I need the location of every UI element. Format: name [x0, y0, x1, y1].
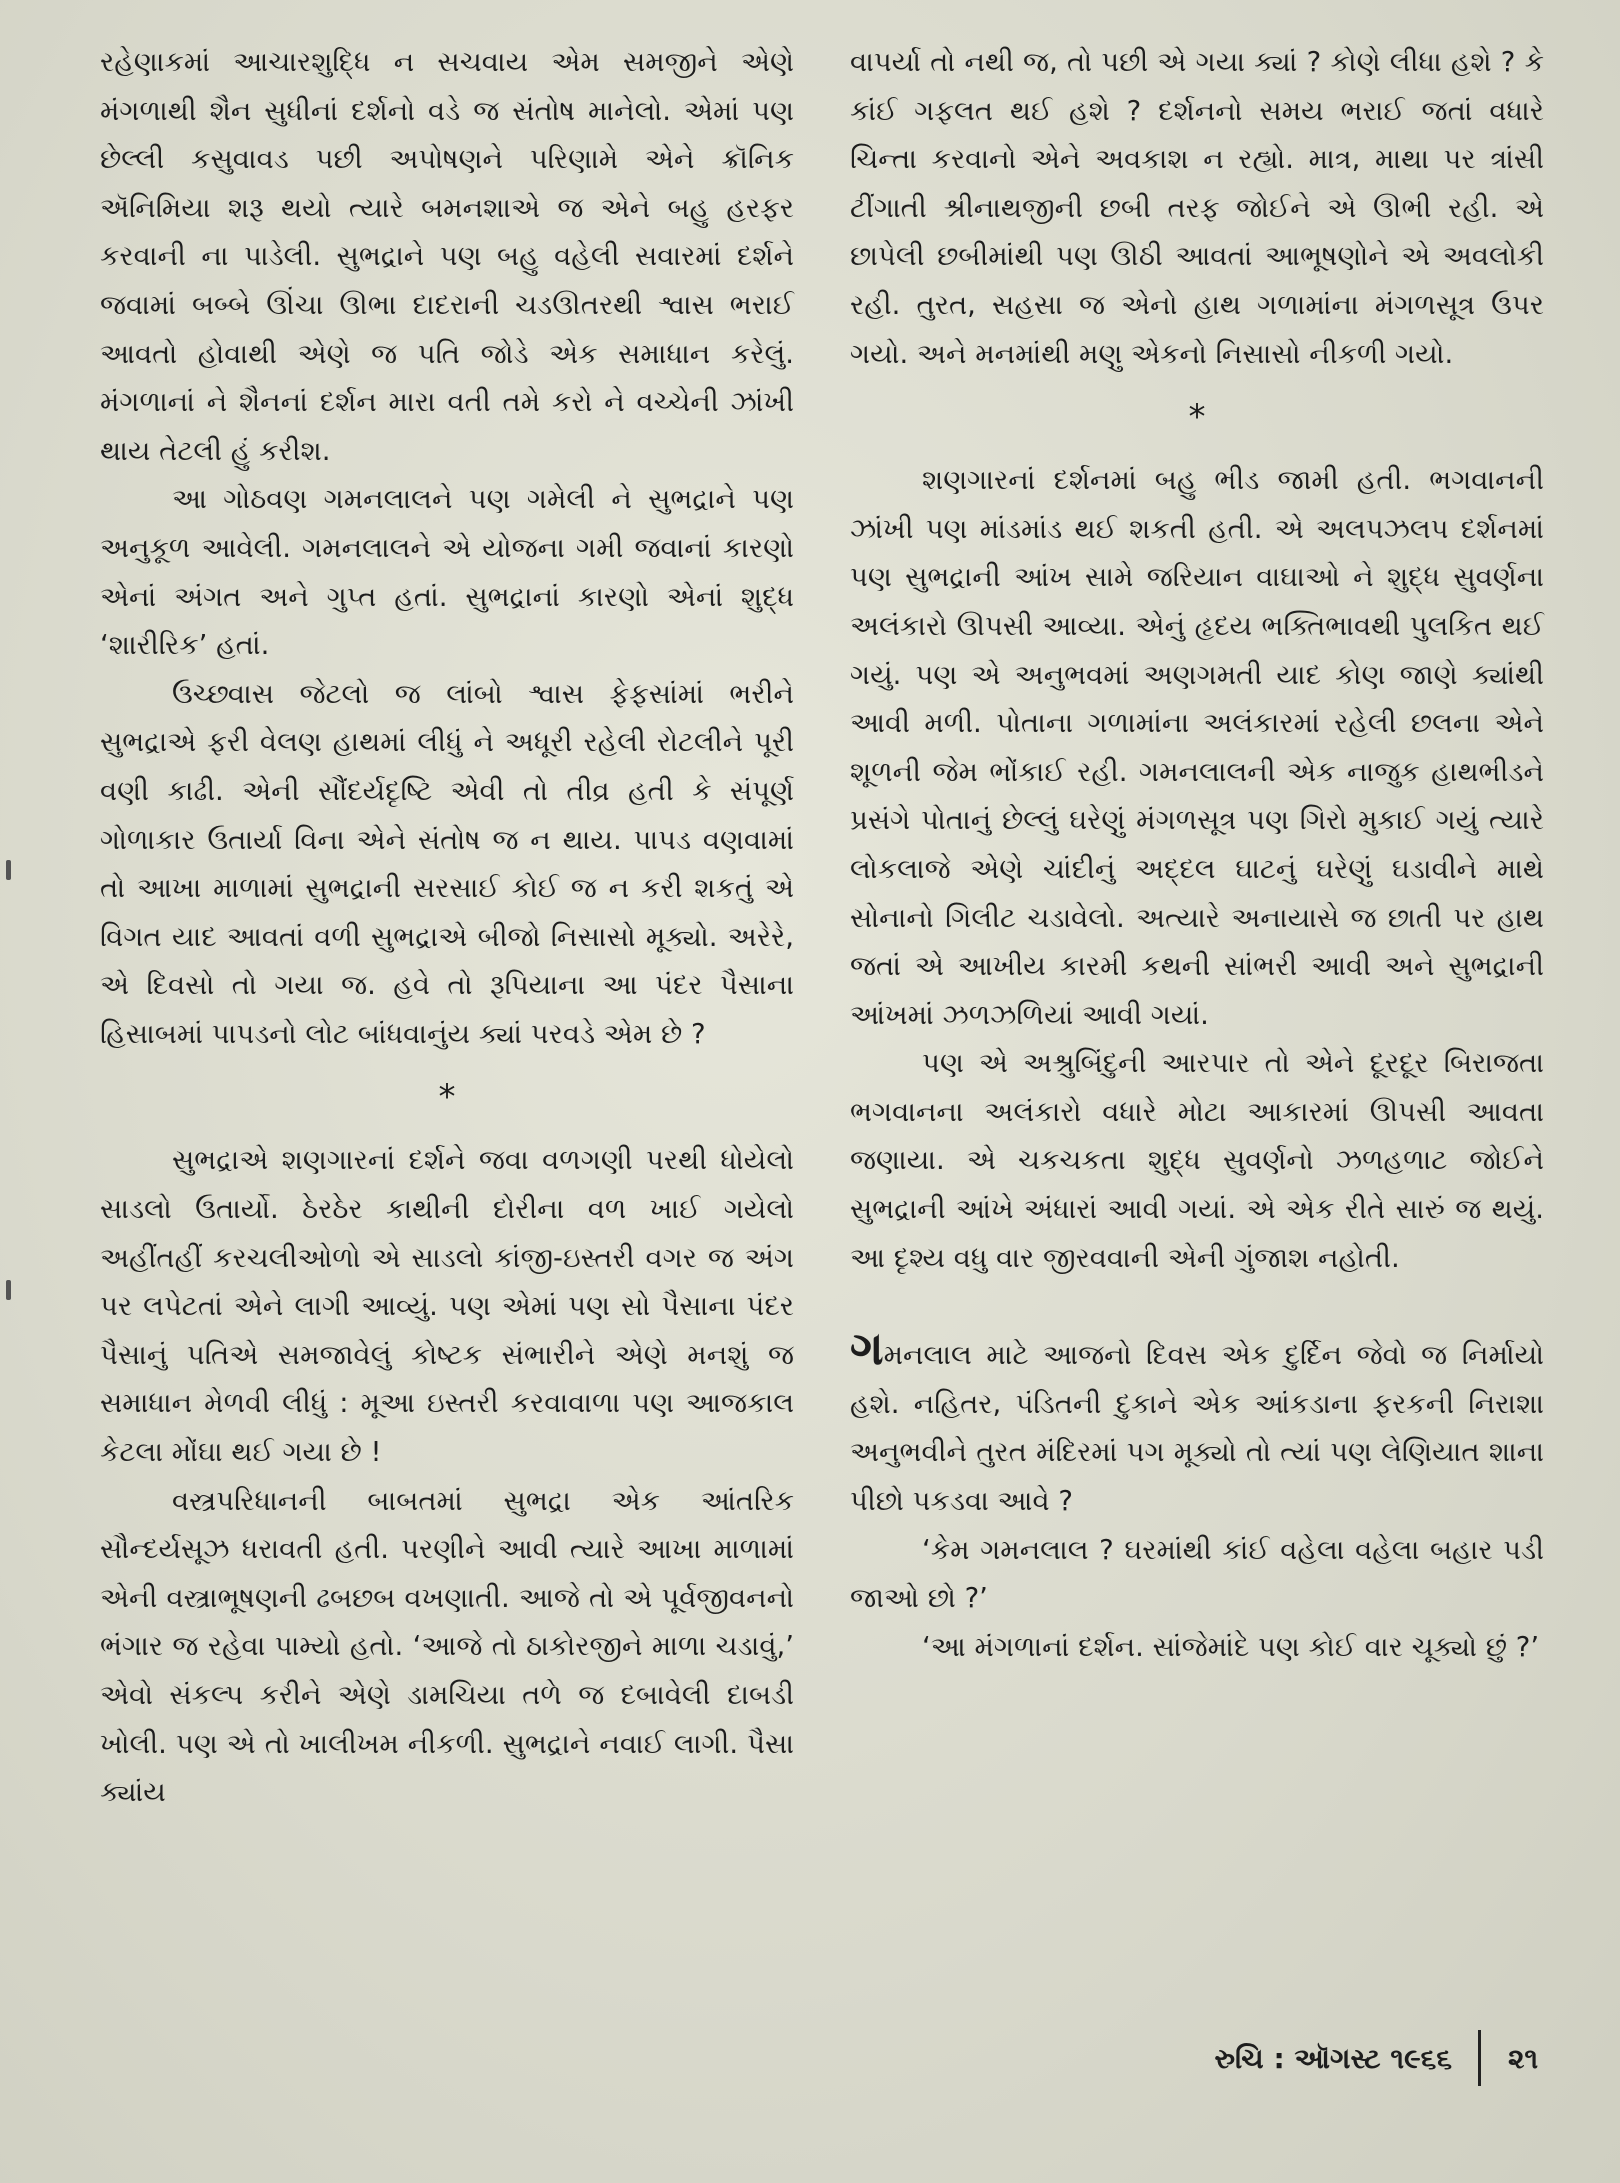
paragraph: રહેણાકમાં આચારશુદ્ધિ ન સચવાય એમ સમજીને એણે મંગળાથી શૈન સુધીનાં દર્શનો વડે જ સંતોષ માનેલો. એમાં પણ છેલ્લી કસુવાવડ પછી અપોષણને પરિણામે એને ક્રૉનિક ઍનિમિયા શરૂ થયો ત્યારે બમનશાએ જ એને બહુ હરફર કરવાની ના પાડેલી. સુભદ્રાને પણ બહુ વહેલી સવારમાં દર્શને જવામાં બબ્બે ઊંચા ઊભા દાદરાની ચડઊતરથી શ્વાસ ભરાઈ આવતો હોવાથી એણે જ પતિ જોડે એક સમાધાન કરેલું. મંગળાનાં ને શૈનનાં દર્શન મારા વતી તમે કરો ને વચ્ચેની ઝાંખી થાય તેટલી હું કરીશ. [100, 46, 794, 467]
paragraph: ઉચ્છ્વાસ જેટલો જ લાંબો શ્વાસ ફેફસાંમાં ભરીને સુભદ્રાએ ફરી વેલણ હાથમાં લીધું ને અધૂરી રહેલી રોટલીને પૂરી વણી કાઢી. એની સૌંદર્યદૃષ્ટિ એવી તો તીવ્ર હતી કે સંપૂર્ણ ગોળાકાર ઉતાર્યા વિના એને સંતોષ જ ન થાય. પાપડ વણવામાં તો આખા માળામાં સુભદ્રાની સરસાઈ કોઈ જ ન કરી શકતું એ વિગત યાદ આવતાં વળી સુભદ્રાએ બીજો નિસાસો મૂક્યો. અરેરે, એ દિવસો તો ગયા જ. હવે તો રૂપિયાના આ પંદર પૈસાના હિસાબમાં પાપડનો લોટ બાંધવાનુંય ક્યાં પરવડે એમ છે ? [100, 677, 794, 1050]
paragraph-text: મનલાલ માટે આજનો દિવસ એક દુર્દિન જેવો જ નિર્માયો હશે. નહિતર, પંડિતની દુકાને એક આંકડાના ફરકની નિરાશા અનુભવીને તુરત મંદિરમાં પગ મૂક્યો તો ત્યાં પણ લેણિયાત શાના પીછો પકડવા આવે ? [850, 1339, 1544, 1518]
paragraph: આ ગોઠવણ ગમનલાલને પણ ગમેલી ને સુભદ્રાને પણ અનુકૂળ આવેલી. ગમનલાલને એ યોજના ગમી જવાનાં કારણો એનાં અંગત અને ગુપ્ત હતાં. સુભદ્રાનાં કારણો એનાં શુદ્ધ ‘શારીરિક’ હતાં. [100, 483, 794, 662]
paragraph [850, 1321, 1544, 1525]
page-number: ૨૧ [1508, 2042, 1539, 2075]
paragraph: સુભદ્રાએ શણગારનાં દર્શને જવા વળગણી પરથી ધોયેલો સાડલો ઉતાર્યો. ઠેરઠેર કાથીની દોરીના વળ ખાઈ ગયેલો અહીંતહીં કરચલીઓળો એ સાડલો કાંજી-ઇસ્તરી વગર જ અંગ પર લપેટતાં એને લાગી આવ્યું. પણ એમાં પણ સો પૈસાના પંદર પૈસાનું પતિએ સમજાવેલું કોષ્ટક સંભારીને એણે મનશું જ સમાધાન મેળવી લીધું : મૂઆ ઇસ્તરી કરવાવાળા પણ આજકાલ કેટલા મોંઘા થઈ ગયા છે ! [100, 1144, 794, 1469]
section-separator: * [438, 1077, 456, 1118]
binding-mark [6, 1280, 11, 1300]
section-separator: * [1188, 397, 1206, 438]
binding-mark [6, 860, 11, 880]
drop-cap: ગ [850, 1321, 884, 1376]
magazine-issue: રુચિ : ઑગસ્ટ ૧૯૬૬ [1214, 2042, 1452, 2075]
paragraph: પણ એ અશ્રુબિંદુની આરપાર તો એને દૂરદૂર બિરાજતા ભગવાનના અલંકારો વધારે મોટા આકારમાં ઊપસી આવતા જણાયા. એ ચકચકતા શુદ્ધ સુવર્ણનો ઝળહળાટ જોઈને સુભદ્રાની આંખે અંધારાં આવી ગયાં. એ એક રીતે સારું જ થયું. આ દૃશ્ય વધુ વાર જીરવવાની એની ગુંજાશ નહોતી. [850, 1047, 1544, 1274]
paragraph: વસ્ત્રપરિધાનની બાબતમાં સુભદ્રા એક આંતરિક સૌન્દર્યસૂઝ ધરાવતી હતી. પરણીને આવી ત્યારે આખા માળામાં એની વસ્ત્રાભૂષણની ઢબછબ વખણાતી. આજે તો એ પૂર્વજીવનનો ભંગાર જ રહેવા પામ્યો હતો. ‘આજે તો ઠાકોરજીને માળા ચડાવું,’ એવો સંકલ્પ કરીને એણે ડામચિયા તળે જ દબાવેલી દાબડી ખોલી. પણ એ તો ખાલીખમ નીકળી. સુભદ્રાને નવાઈ લાગી. પૈસા ક્યાંય [100, 1484, 794, 1809]
dialogue-line: ‘કેમ ગમનલાલ ? ઘરમાંથી કાંઈ વહેલા વહેલા બહાર પડી જાઓ છો ?’ [850, 1533, 1544, 1615]
right-column [850, 38, 1544, 1671]
dialogue-line: ‘આ મંગળાનાં દર્શન. સાંજેમાંદે પણ કોઈ વાર ચૂક્યો છું ?’ [922, 1630, 1540, 1663]
page-footer [1100, 2030, 1580, 2090]
section-gap [850, 1282, 1544, 1328]
left-column [100, 38, 794, 1817]
paragraph: શણગારનાં દર્શનમાં બહુ ભીડ જામી હતી. ભગવાનની ઝાંખી પણ માંડમાંડ થઈ શકતી હતી. એ અલપઝલપ દર્શનમાં પણ સુભદ્રાની આંખ સામે જરિયાન વાઘાઓ ને શુદ્ધ સુવર્ણના અલંકારો ઊપસી આવ્યા. એનું હૃદય ભક્તિભાવથી પુલકિત થઈ ગયું. પણ એ અનુભવમાં અણગમતી યાદ કોણ જાણે ક્યાંથી આવી મળી. પોતાના ગળામાંના અલંકારમાં રહેલી છલના એને શૂળની જેમ ભોંકાઈ રહી. ગમનલાલની એક નાજુક હાથભીડને પ્રસંગે પોતાનું છેલ્લું ઘરેણું મંગળસૂત્ર પણ ગિરો મુકાઈ ગયું ત્યારે લોકલાજે એણે ચાંદીનું અદ્દલ ઘાટનું ઘરેણું ઘડાવીને માથે સોનાનો ગિલીટ ચડાવેલો. અત્યારે અનાયાસે જ છાતી પર હાથ જતાં એ આખીય કારમી કથની સાંભરી આવી અને સુભદ્રાની આંખમાં ઝળઝળિયાં આવી ગયાં. [850, 464, 1544, 1031]
paragraph: વાપર્યા તો નથી જ, તો પછી એ ગયા ક્યાં ? કોણે લીધા હશે ? કે કાંઈ ગફલત થઈ હશે ? દર્શનનો સમય ભરાઈ જતાં વધારે ચિન્તા કરવાનો એને અવકાશ ન રહ્યો. માત્ર, માથા પર ત્રાંસી ટીંગાતી શ્રીનાથજીની છબી તરફ જોઈને એ ઊભી રહી. એ છાપેલી છબીમાંથી પણ ઊઠી આવતાં આભૂષણોને એ અવલોકી રહી. તુરત, સહસા જ એનો હાથ ગળામાંના મંગળસૂત્ર ઉપર ગયો. અને મનમાંથી મણુ એકનો નિસાસો નીકળી ગયો. [850, 46, 1544, 370]
footer-rule [1478, 2030, 1481, 2086]
